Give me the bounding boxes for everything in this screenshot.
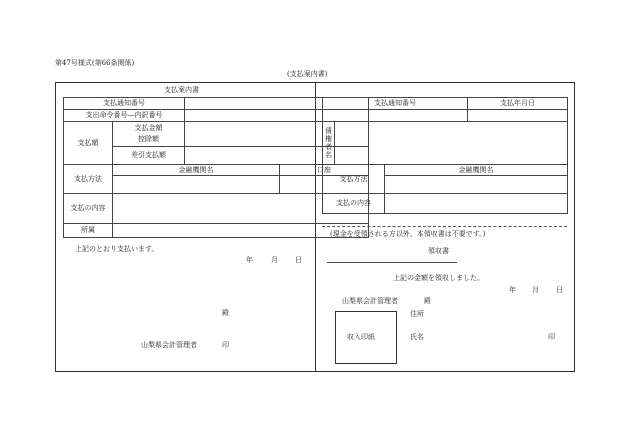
right-payment-details-label: 支払の内容: [323, 194, 385, 214]
cut-line: [322, 226, 567, 227]
left-honorific: 殿: [222, 309, 229, 317]
payment-statement: 上記のとおり支払います。: [75, 245, 159, 253]
net-payment-label: 差引支払額: [113, 147, 185, 165]
name-label: 氏名: [410, 333, 424, 341]
right-bank-name-field[interactable]: [385, 176, 568, 194]
left-seal-mark: 印: [222, 341, 229, 349]
right-seal-mark: 印: [548, 333, 555, 341]
right-officer: 山梨県会計管理者: [342, 297, 398, 305]
department-label: 所属: [64, 224, 113, 238]
payment-date-field[interactable]: [468, 110, 568, 122]
payment-date-label: 支払年月日: [468, 98, 568, 110]
creditor-name-label: [323, 122, 335, 165]
left-day-label: 日: [295, 256, 302, 264]
payment-notice-no-label: 支払通知番号: [64, 98, 185, 110]
form-caption: (支払案内書): [287, 70, 328, 78]
deduction-label: 控除額: [138, 135, 159, 143]
left-year-label: 年: [246, 256, 253, 264]
payment-method-label: 支払方法: [64, 165, 113, 194]
order-breakdown-no-label: 支出命令番号―内訳番号: [64, 110, 185, 122]
receipt-info-table: [322, 97, 568, 214]
creditor-name-field[interactable]: [335, 122, 568, 165]
amount-group-label: 支払額: [64, 122, 113, 165]
receipt-amount-line: [327, 262, 457, 263]
cash-note: (現金を受領される方以外、本領収書は不要です。): [330, 230, 486, 238]
left-officer: 山梨県会計管理者: [141, 341, 197, 349]
address-label: 住所: [410, 310, 424, 318]
right-day-label: 日: [556, 286, 563, 294]
right-payment-method-label: 支払方法: [323, 165, 385, 194]
right-payment-notice-no-label: 支払通知番号: [323, 98, 468, 110]
right-month-label: 月: [532, 286, 539, 294]
payment-details-label: 支払の内容: [64, 194, 113, 224]
bank-name-field[interactable]: [113, 176, 280, 194]
amount-deduction-label: [113, 122, 185, 147]
receipt-title: 領収書: [428, 247, 449, 255]
right-payment-notice-no-field[interactable]: [323, 110, 468, 122]
payment-amount-label: 支払金額: [134, 124, 163, 132]
creditor-name-text: 債権者名: [325, 126, 332, 160]
receipt-statement: 上記の金額を領収しました。: [393, 274, 484, 282]
payment-guide-header: 支払案内書: [164, 86, 199, 94]
right-bank-name-label: 金融機関名: [385, 165, 568, 176]
bank-name-label: 金融機関名: [113, 165, 280, 176]
right-honorific: 殿: [424, 297, 431, 305]
account-label: 口座: [280, 165, 369, 176]
revenue-stamp-label: 収入印紙: [347, 333, 375, 341]
right-payment-details-field[interactable]: [385, 194, 568, 214]
right-year-label: 年: [509, 286, 516, 294]
form-number: 第47号様式(第66条関係): [55, 59, 135, 67]
left-month-label: 月: [271, 256, 278, 264]
